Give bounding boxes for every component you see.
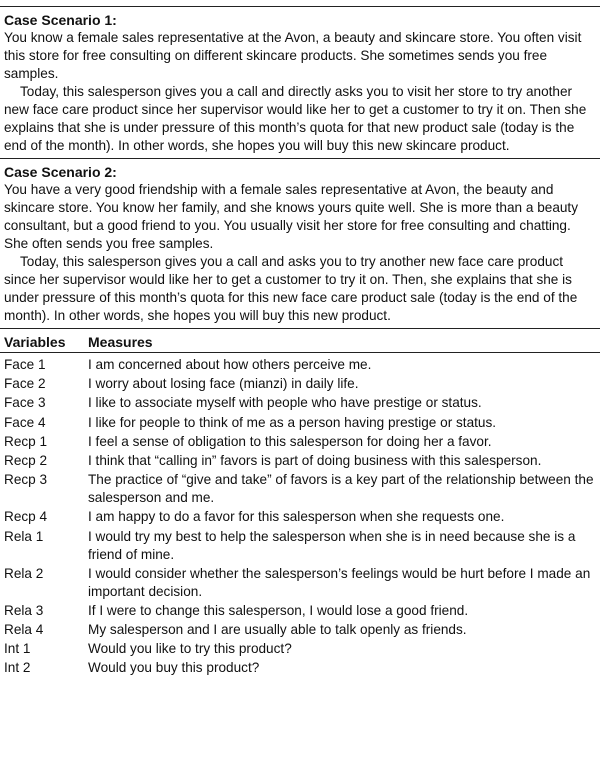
variable-cell: Rela 1 [4,528,44,544]
table-row [0,375,600,394]
table-row [0,602,600,621]
scenario-2-paragraph-2: Today, this salesperson gives you a call and asks you to try another new face care product since her supervisor would like her to get a customer to try it on. Then, she explains that she is under pressure of this month’s quota for this new face care product sale (today is the end of the month). In other words, she hopes you will buy this new product. [4,254,578,323]
table-row [0,471,600,508]
measure-cell: I worry about losing face (mianzi) in daily life. [88,376,359,392]
variable-cell: Recp 4 [4,509,48,525]
measure-cell: If I were to change this salesperson, I would lose a good friend. [88,602,469,618]
variable-cell: Face 2 [4,376,46,392]
table-row [0,659,600,678]
table-header-row [0,329,600,353]
table-row [0,508,600,527]
measures-table [0,329,600,679]
variable-cell: Recp 3 [4,472,48,488]
measure-cell: I like to associate myself with people who have prestige or status. [88,395,482,411]
variable-cell: Face 1 [4,357,46,372]
measure-cell: I am concerned about how others perceive me. [88,357,372,372]
variable-cell: Int 1 [4,641,31,657]
table-row [0,452,600,471]
table-row [0,565,600,602]
table-row [0,414,600,433]
variable-cell: Rela 4 [4,622,44,638]
header-variables: Variables [4,334,66,350]
variable-cell: Face 4 [4,414,46,430]
header-measures: Measures [88,334,153,350]
scenario-1-title: Case Scenario 1: [4,12,117,28]
table-row [0,621,600,640]
case-scenario-1 [0,7,600,158]
scenario-1-paragraph-2: Today, this salesperson gives you a call and directly asks you to visit her store to try another new face care product since her supervisor would like her to get a customer to try it on. Then she explains that she is under pressure of this month’s quota for that new product sale (today is the end of the month). In other words, she hopes you will buy this new skincare product. [4,84,587,153]
measure-cell: I like for people to think of me as a person having prestige or status. [88,414,497,430]
measure-cell: I feel a sense of obligation to this salesperson for doing her a favor. [88,433,492,449]
table-row [0,394,600,413]
table-row [0,356,600,375]
measure-cell: My salesperson and I are usually able to talk openly as friends. [88,622,467,638]
variable-cell: Rela 2 [4,565,44,581]
variable-cell: Rela 3 [4,602,44,618]
scenario-1-paragraph-1: You know a female sales representative at the Avon, a beauty and skincare store. You often visit this store for free consulting on different skincare products. She sometimes sends you free samples. [4,30,582,81]
table-row [0,528,600,565]
case-scenario-2 [0,159,600,328]
variable-cell: Face 3 [4,395,46,411]
variable-cell: Recp 1 [4,433,48,449]
variable-cell: Recp 2 [4,452,48,468]
measure-cell: I am happy to do a favor for this salesperson when she requests one. [88,509,505,525]
measure-cell: I think that “calling in” favors is part of doing business with this salesperson. [88,452,542,468]
scenario-2-paragraph-1: You have a very good friendship with a female sales representative at Avon, the beauty and skincare store. You know her family, and she knows yours quite well. She is more than a beauty consultant, but a good friend to you. You usually visit her store for free consulting and chatting. She often sends you free samples. [4,182,579,251]
measure-cell: The practice of “give and take” of favors is a key part of the relationship between the salesperson and me. [88,472,594,506]
scenario-2-title: Case Scenario 2: [4,164,117,180]
variable-cell: Int 2 [4,660,31,676]
measure-cell: I would consider whether the salesperson’s feelings would be hurt before I made an important decision. [88,565,591,599]
measure-cell: Would you buy this product? [88,660,260,676]
table-row [0,640,600,659]
measure-cell: I would try my best to help the salesperson when she is in need because she is a friend of mine. [88,528,576,562]
table-row [0,433,600,452]
measure-cell: Would you like to try this product? [88,641,292,657]
